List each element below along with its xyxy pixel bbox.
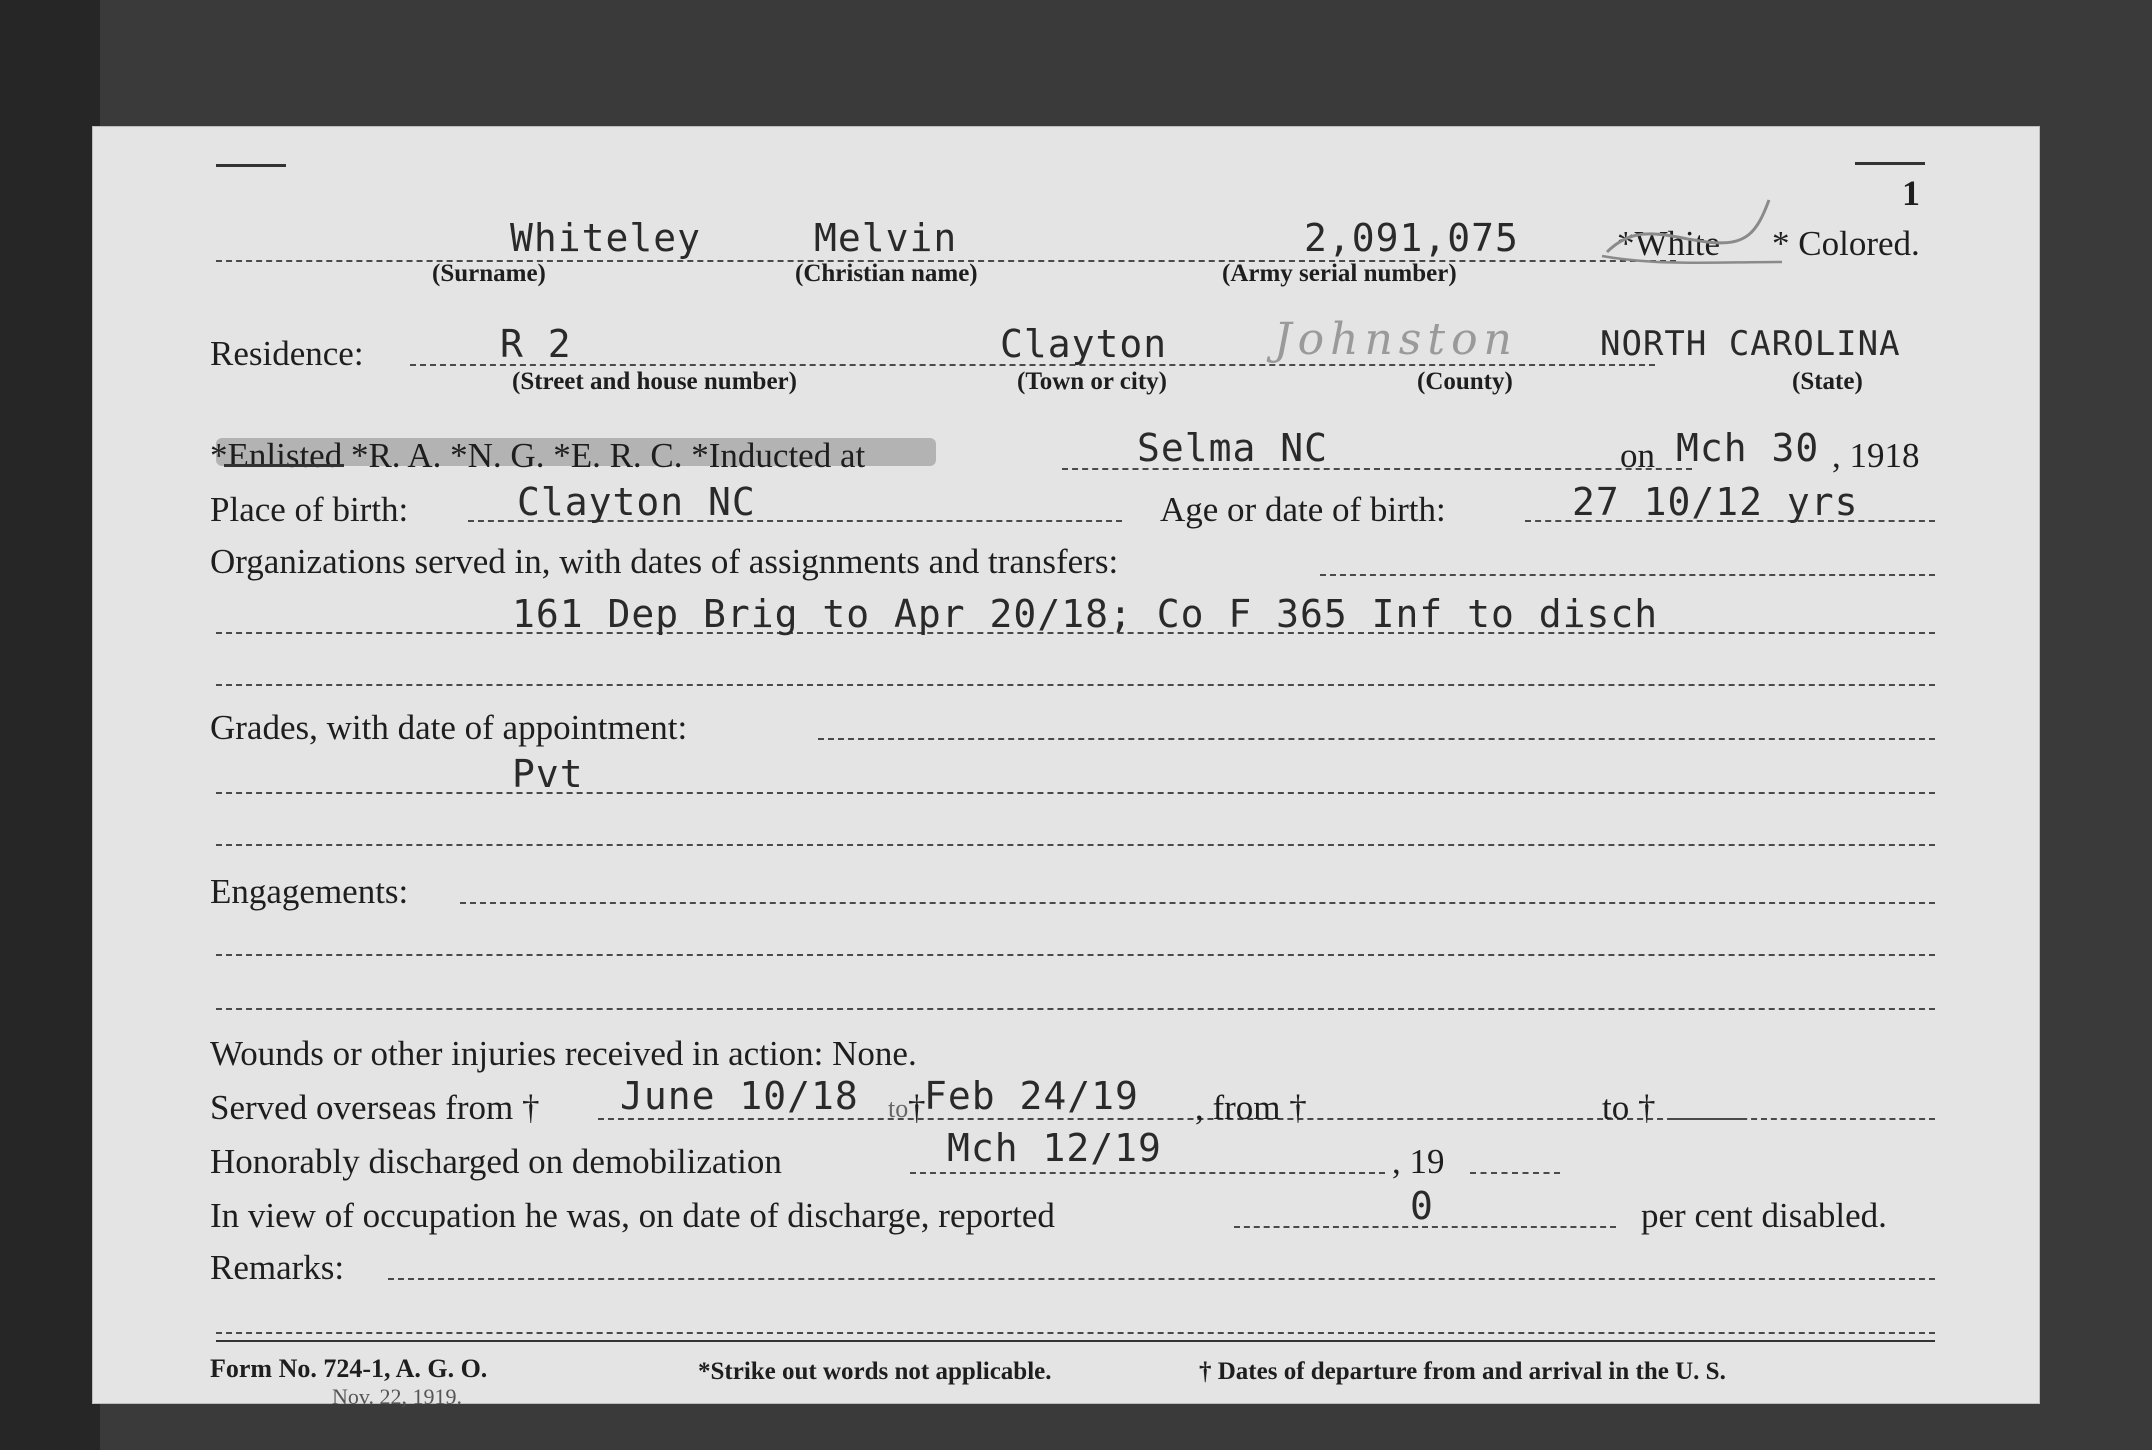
footer-rule [216,1340,1935,1342]
enlisted-strike [224,464,344,467]
caption-county: (County) [1417,368,1513,395]
engagements-label: Engagements: [210,872,409,911]
age-label: Age or date of birth: [1160,490,1446,529]
street-value: R 2 [500,322,572,366]
surname-value: Whiteley [510,216,702,260]
form-date: Nov. 22, 1919. [332,1384,462,1409]
inducted-at-value: Selma NC [1137,426,1329,470]
grades-label: Grades, with date of appointment: [210,708,688,747]
service-record-card [92,126,2040,1409]
overseas-to-value: Feb 24/19 [924,1074,1139,1118]
remarks-line-2 [216,1332,1935,1334]
organizations-value: 161 Dep Brig to Apr 20/18; Co F 365 Inf to disch [512,592,1659,636]
on-label: on [1620,436,1655,475]
second-from-label: , from † [1195,1088,1307,1127]
overseas-line [598,1118,1743,1120]
race-white-option: *White [1617,224,1721,263]
disability-value: 0 [1410,1184,1434,1228]
serial-number-value: 2,091,075 [1304,216,1519,260]
caption-town: (Town or city) [1017,368,1167,395]
pencil-strike-mark [1597,192,1787,272]
inducted-date-value: Mch 30 [1676,426,1820,470]
discharge-date-value: Mch 12/19 [947,1126,1162,1170]
overseas-from-value: June 10/18 [620,1074,859,1118]
discharge-label: Honorably discharged on demobilization [210,1142,782,1181]
caption-street: (Street and house number) [512,368,797,395]
organizations-label: Organizations served in, with dates of assignments and transfers: [210,542,1119,581]
engagements-line-1 [460,902,1935,904]
birth-place-label: Place of birth: [210,490,409,529]
footnote-strike-out: *Strike out words not applicable. [698,1358,1052,1385]
card-number: 1 [1902,173,1920,213]
top-left-rule [216,164,286,167]
wounds-line: Wounds or other injuries received in action: None. [210,1034,917,1073]
engagements-line-3 [216,1008,1935,1010]
caption-christian-name: (Christian name) [795,260,978,287]
remarks-label: Remarks: [210,1248,345,1287]
discharge-year-line [1470,1172,1560,1174]
background-left-edge [0,0,100,1450]
disability-suffix: per cent disabled. [1641,1196,1887,1235]
second-to-line [1672,1118,1935,1120]
grades-line-2 [216,792,1935,794]
second-to-label: to † [1602,1088,1656,1127]
top-right-rule [1855,162,1925,165]
organizations-line-3 [216,684,1935,686]
town-value: Clayton [1000,322,1168,366]
overseas-dagger: † [908,1088,926,1127]
grades-line-3 [216,844,1935,846]
grades-line-1 [818,738,1935,740]
caption-state: (State) [1792,368,1863,395]
enlistment-type-line: *Enlisted *R. A. *N. G. *E. R. C. *Inducted at [210,436,866,475]
overseas-label: Served overseas from † [210,1088,540,1127]
residence-label: Residence: [210,334,364,373]
form-number: Form No. 724-1, A. G. O. [210,1354,488,1383]
grade-value: Pvt [512,752,584,796]
state-value: NORTH CAROLINA [1600,324,1901,364]
overseas-to-word: to [888,1094,909,1123]
birth-place-value: Clayton NC [517,480,756,524]
age-value: 27 10/12 yrs [1572,480,1859,524]
county-value-handwritten: Johnston [1274,314,1518,365]
remarks-line-1 [388,1278,1935,1280]
caption-surname: (Surname) [432,260,546,287]
discharge-year: , 19 [1392,1142,1445,1181]
engagements-line-2 [216,954,1935,956]
discharge-line [910,1172,1385,1174]
footnote-dates: † Dates of departure from and arrival in the U. S. [1199,1358,1726,1385]
organizations-line-1 [1320,574,1935,576]
race-colored-option: * Colored. [1772,224,1920,263]
inducted-year: , 1918 [1832,436,1920,475]
caption-serial-number: (Army serial number) [1222,260,1457,287]
christian-name-value: Melvin [814,216,958,260]
disability-label: In view of occupation he was, on date of discharge, reported [210,1196,1055,1235]
